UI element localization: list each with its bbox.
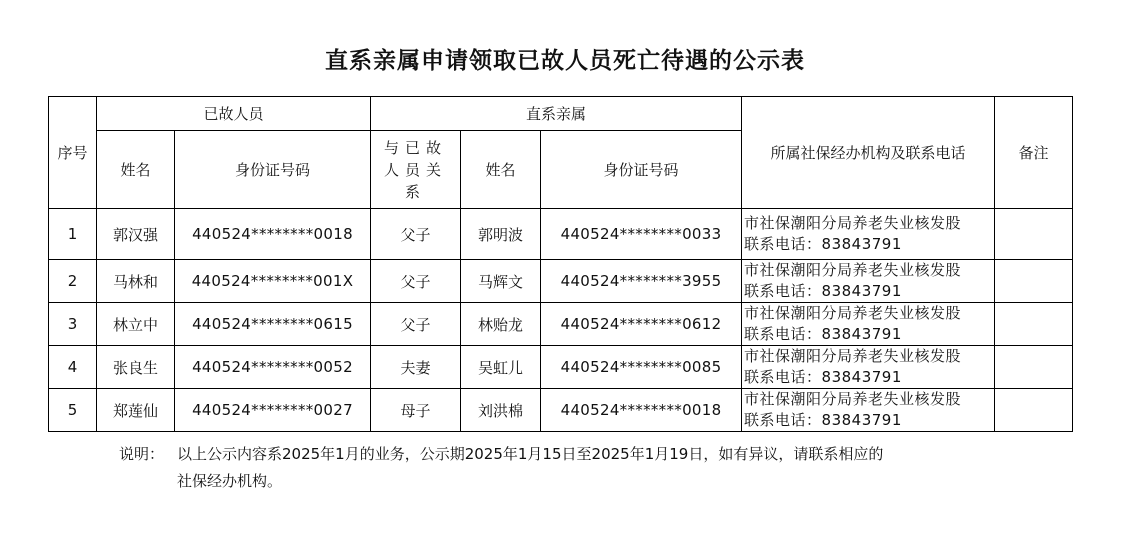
seq-cell: 4 <box>49 346 97 389</box>
relation-cell: 夫妻 <box>371 346 461 389</box>
org-phone: 联系电话：83843791 <box>744 325 902 343</box>
remark-cell <box>995 260 1073 303</box>
relative-id-cell: 440524********0033 <box>541 209 742 260</box>
notice-table <box>48 96 1073 432</box>
remark-cell <box>995 346 1073 389</box>
deceased-id-cell: 440524********0615 <box>175 303 371 346</box>
note-text-2: 社保经办机构。 <box>177 472 283 490</box>
deceased-name-cell: 郑莲仙 <box>97 389 175 432</box>
relative-id-cell: 440524********0612 <box>541 303 742 346</box>
relative-id-cell: 440524********0018 <box>541 389 742 432</box>
deceased-name-cell: 马林和 <box>97 260 175 303</box>
org-phone: 联系电话：83843791 <box>744 411 902 429</box>
org-contact-cell <box>742 209 995 260</box>
remark-cell <box>995 209 1073 260</box>
table-row <box>49 346 1073 389</box>
deceased-id-cell: 440524********0018 <box>175 209 371 260</box>
org-contact-cell <box>742 260 995 303</box>
relation-cell: 母子 <box>371 389 461 432</box>
relative-name-cell: 郭明波 <box>461 209 541 260</box>
header-relative-id: 身份证号码 <box>541 131 742 209</box>
deceased-id-cell: 440524********0027 <box>175 389 371 432</box>
relation-cell: 父子 <box>371 303 461 346</box>
org-phone: 联系电话：83843791 <box>744 282 902 300</box>
relative-name-cell: 刘洪棉 <box>461 389 541 432</box>
org-name: 市社保潮阳分局养老失业核发股 <box>744 261 962 279</box>
org-contact-cell <box>742 346 995 389</box>
header-relative-name: 姓名 <box>461 131 541 209</box>
relative-id-cell: 440524********3955 <box>541 260 742 303</box>
relative-name-cell: 吴虹儿 <box>461 346 541 389</box>
header-org-contact: 所属社保经办机构及联系电话 <box>742 97 995 209</box>
relative-name-cell: 马辉文 <box>461 260 541 303</box>
remark-cell <box>995 303 1073 346</box>
remark-cell <box>995 389 1073 432</box>
deceased-id-cell: 440524********0052 <box>175 346 371 389</box>
table-row <box>49 260 1073 303</box>
deceased-name-cell: 张良生 <box>97 346 175 389</box>
org-name: 市社保潮阳分局养老失业核发股 <box>744 214 962 232</box>
table-row <box>49 303 1073 346</box>
note-label: 说明： <box>119 445 165 463</box>
seq-cell: 1 <box>49 209 97 260</box>
header-row-top <box>49 97 1073 131</box>
deceased-name-cell: 郭汉强 <box>97 209 175 260</box>
relation-cell: 父子 <box>371 260 461 303</box>
header-deceased-group: 已故人员 <box>97 97 371 131</box>
org-phone: 联系电话：83843791 <box>744 235 902 253</box>
deceased-name-cell: 林立中 <box>97 303 175 346</box>
seq-cell: 2 <box>49 260 97 303</box>
note-line-1 <box>119 441 979 468</box>
relation-cell: 父子 <box>371 209 461 260</box>
header-deceased-id: 身份证号码 <box>175 131 371 209</box>
org-name: 市社保潮阳分局养老失业核发股 <box>744 347 962 365</box>
org-name: 市社保潮阳分局养老失业核发股 <box>744 304 962 322</box>
relative-id-cell: 440524********0085 <box>541 346 742 389</box>
org-phone: 联系电话：83843791 <box>744 368 902 386</box>
header-seq: 序号 <box>49 97 97 209</box>
header-deceased-name: 姓名 <box>97 131 175 209</box>
deceased-id-cell: 440524********001X <box>175 260 371 303</box>
table-row <box>49 389 1073 432</box>
header-relative-group: 直系亲属 <box>371 97 742 131</box>
seq-cell: 3 <box>49 303 97 346</box>
table-row <box>49 209 1073 260</box>
org-contact-cell <box>742 303 995 346</box>
org-name: 市社保潮阳分局养老失业核发股 <box>744 390 962 408</box>
header-relation: 与已故人员关系 <box>371 131 461 209</box>
org-contact-cell <box>742 389 995 432</box>
notice-explanation <box>119 441 979 495</box>
relative-name-cell: 林贻龙 <box>461 303 541 346</box>
header-remark: 备注 <box>995 97 1073 209</box>
note-text-1: 以上公示内容系2025年1月的业务，公示期2025年1月15日至2025年1月19日，如有异议，请联系相应的 <box>177 445 884 463</box>
seq-cell: 5 <box>49 389 97 432</box>
page-title: 直系亲属申请领取已故人员死亡待遇的公示表 <box>325 48 805 74</box>
